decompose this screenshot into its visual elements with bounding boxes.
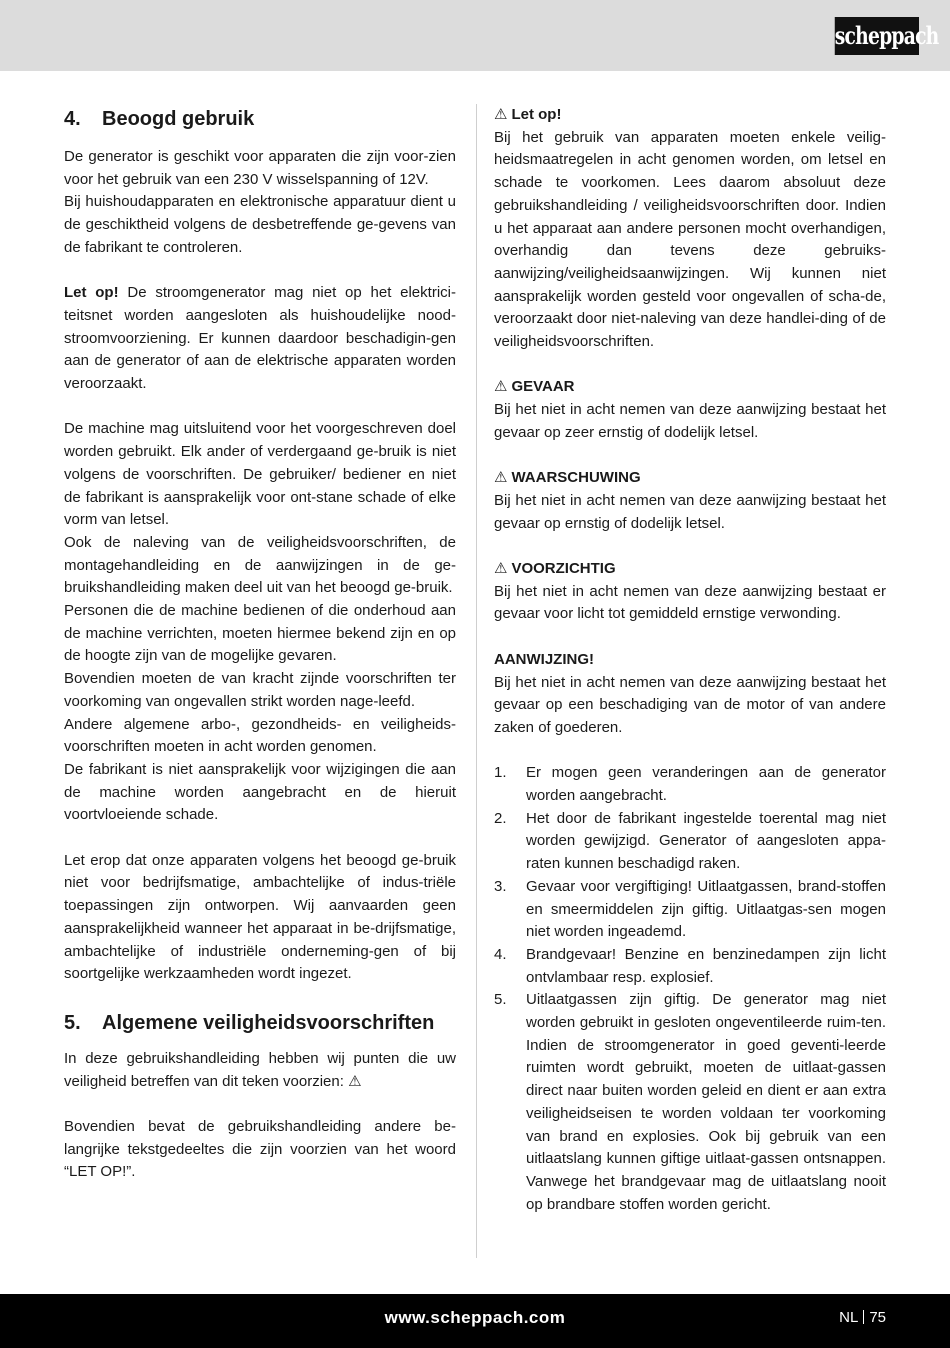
column-divider: [476, 104, 477, 1258]
section-4-heading: [64, 104, 456, 134]
list-number: 1.: [494, 764, 507, 782]
waarschuwing-title: WAARSCHUWING: [511, 469, 641, 487]
section-5-number: 5.: [64, 1011, 81, 1034]
separator: [863, 1310, 864, 1324]
paragraph-let-op: [64, 282, 456, 396]
left-column: [64, 104, 456, 1184]
aanwijzing-heading: AANWIJZING!: [494, 650, 594, 668]
paragraph: Andere algemene arbo-, gezondheids- en veiligheids-voorschriften moeten in acht worden genomen.: [64, 715, 456, 756]
paragraph: De fabrikant is niet aansprakelijk voor wijzigingen die aan de machine worden aangebracht en de hieruit voortvloeiende schade.: [64, 760, 456, 824]
gevaar-heading: [494, 376, 886, 399]
paragraph: In deze gebruikshandleiding hebben wij punten die uw veiligheid betreffen van dit teken voorzien: ⚠: [64, 1049, 456, 1090]
list-number: 5.: [494, 991, 507, 1009]
list-item: [494, 989, 886, 1216]
list-text: Er mogen geen veranderingen aan de generator worden aangebracht.: [526, 764, 886, 805]
paragraph: Bij het niet in acht nemen van deze aanwijzing bestaat het gevaar op ernstig of dodelijk letsel.: [494, 491, 886, 532]
paragraph: Bij het niet in acht nemen van deze aanwijzing bestaat het gevaar op een beschadiging van de motor of van andere zaken of goederen.: [494, 673, 886, 736]
list-item: [494, 944, 886, 989]
warning-triangle-icon: ⚠: [494, 106, 508, 123]
section-5-title: Algemene veiligheidsvoorschriften: [102, 1011, 435, 1034]
section-4-number: 4.: [64, 108, 81, 130]
voorzichtig-heading: [494, 558, 886, 581]
section-5-heading: [64, 1008, 456, 1038]
language-code: NL: [839, 1309, 859, 1326]
let-op-text: De stroomgenerator mag niet op het elektrici-teitsnet worden aangesloten als huishoudelijke nood-stroomvoorziening. Er kunnen daardoor beschadigin-gen aan de generator of aan de elektrische apparaten worden veroorzaakt.: [64, 284, 456, 393]
warning-triangle-icon: ⚠: [494, 469, 508, 487]
list-text: Brandgevaar! Benzine en benzinedampen zijn licht ontvlambaar resp. explosief.: [526, 945, 886, 986]
safety-list: [494, 762, 886, 1216]
paragraph: Bovendien bevat de gebruikshandleiding andere be-langrijke tekstgedeeltes die zijn voorzien van het woord “LET OP!”.: [64, 1118, 456, 1181]
gevaar-title: GEVAAR: [511, 378, 575, 396]
paragraph: De machine mag uitsluitend voor het voorgeschreven doel worden gebruikt. Elk ander of verdergaand ge-bruik is niet volgens de voorschriften. De gebruiker/ bediener en niet de fabrikant is aansprakelijk voor ont-stane schade of elke vorm van letsel.: [64, 420, 456, 529]
paragraph: Bij huishoudapparaten en elektronische apparatuur dient u de geschiktheid volgens de desbetreffende ge-gevens van de fabrikant te controleren.: [64, 193, 456, 256]
paragraph: Bij het niet in acht nemen van deze aanwijzing bestaat het gevaar op zeer ernstig of dodelijk letsel.: [494, 401, 886, 441]
paragraph: Let erop dat onze apparaten volgens het beoogd ge-bruik niet voor bedrijfsmatige, ambachtelijke of indus-triële toepassingen zijn ontworpen. Wij aanvaarden geen aansprakelijkheid wanneer het apparaat in be-drijfsmatige, ambachtelijke of industriële onderneming-gen of bij soortgelijke werkzaamheden wordt ingezet.: [64, 851, 456, 983]
warning-triangle-icon: ⚠: [494, 560, 508, 578]
list-item: [494, 762, 886, 807]
paragraph: Bij het gebruik van apparaten moeten enkele veilig-heidsmaatregelen in acht genomen worden, om letsel en schade te voorkomen. Lees daarom absoluut deze gebruikshandleiding / veiligheidsvoorschriften door. Indien u het apparaat aan andere personen mocht overhandigen, overhandig dan tevens deze gebruiks-aanwijzing/veiligheidsaanwijzingen. Wij kunnen niet aansprakelijk worden gesteld voor ongevallen of scha-de, veroorzaakt door niet-naleving van deze handlei-ding of de veiligheidsvoorschriften.: [494, 128, 886, 351]
page-number: [839, 1294, 886, 1342]
paragraph: De generator is geschikt voor apparaten die zijn voor-zien voor het gebruik van een 230 V wisselspanning of 12V.: [64, 148, 456, 188]
list-number: 4.: [494, 945, 507, 963]
paragraph: Ook de naleving van de veiligheidsvoorschriften, de montagehandleiding en de aanwijzingen in de ge-bruikshandleiding maken deel uit van het beoogd ge-bruik.: [64, 533, 456, 597]
warning-triangle-icon: ⚠: [494, 378, 508, 396]
list-number: 3.: [494, 877, 507, 895]
paragraph: Personen die de machine bedienen of die onderhoud aan de machine verrichten, moeten hiermee bekend zijn en op de hoogte zijn van de mogelijke gevaren.: [64, 602, 456, 665]
page-num: 75: [869, 1309, 886, 1326]
scheppach-logo: scheppach: [835, 17, 919, 55]
let-op-heading: [494, 104, 886, 127]
paragraph: Bij het niet in acht nemen van deze aanwijzing bestaat er gevaar voor licht tot gemiddeld ernstige verwonding.: [494, 582, 886, 623]
list-item: [494, 876, 886, 944]
list-text: Gevaar voor vergiftiging! Uitlaatgassen, brand-stoffen en smeermiddelen zijn giftig. Uitlaatgas-sen mogen niet worden ingeademd.: [526, 877, 886, 941]
waarschuwing-heading: [494, 467, 886, 490]
section-4-title: Beoogd gebruik: [102, 108, 255, 130]
right-column: [494, 104, 886, 1216]
list-text: Uitlaatgassen zijn giftig. De generator mag niet worden gebruikt in gesloten ongeventileerde ruim-ten. Indien de stroomgenerator in goed geventi-leerde ruimten wordt gebruikt, moeten de uitlaat-gassen direct naar buiten worden geleid en dient er aan extra veiligheidseisen te worden voldaan ter voorkoming van brand en explosies. Ook bij gebruik van een uitlaatslang kunnen giftige uitlaat-gassen ontsnappen. Vanwege het brandgevaar mag de uitlaatslang nooit op brandbare stoffen worden gericht.: [526, 991, 886, 1213]
list-text: Het door de fabrikant ingestelde toerental mag niet worden gewijzigd. Generator of aangesloten appa-raten kunnen beschadigd raken.: [526, 809, 886, 873]
list-item: [494, 808, 886, 876]
paragraph: Bovendien moeten de van kracht zijnde voorschriften ter voorkoming van ongevallen strikt worden nage-leefd.: [64, 670, 456, 710]
header-bar: [0, 0, 950, 71]
let-op-title: Let op!: [511, 106, 562, 123]
list-number: 2.: [494, 809, 507, 827]
footer-bar: [0, 1294, 950, 1348]
website-link[interactable]: www.scheppach.com: [384, 1308, 566, 1327]
voorzichtig-title: VOORZICHTIG: [511, 560, 616, 578]
let-op-label: Let op!: [64, 284, 119, 302]
